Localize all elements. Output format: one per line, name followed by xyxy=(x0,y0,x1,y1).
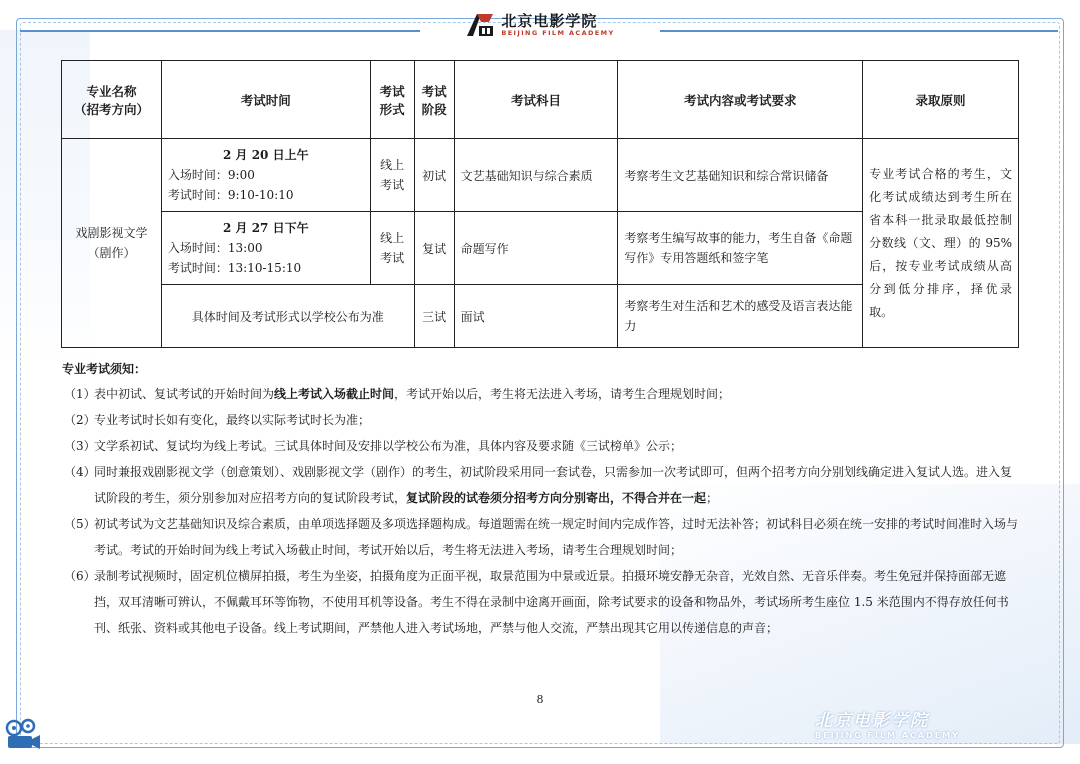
header-logo xyxy=(430,6,650,44)
form-cell: 线上 考试 xyxy=(370,139,414,212)
subject-cell: 面试 xyxy=(454,285,618,348)
note-item: （1） 表中初试、复试考试的开始时间为线上考试入场截止时间，考试开始以后，考生将无法进入考场，请考生合理规划时间； xyxy=(64,387,731,401)
note-item: （6） 录制考试视频时，固定机位横屏拍摄，考生为坐姿，拍摄角度为正面平视，取景范围为中景或近景。拍摄环境安静无杂音，光效自然、无音乐伴奏。考生免冠并保持面部无遮挡，双耳清晰可辨认，不佩戴耳环等饰物，不使用耳机等设备。考生不得在录制中途离开画面，除考试要求的设备和物品外，考试场所考生座位 1.5 米范围内不得存放任何书刊、纸张、资料或其他电子设备。线上考试期间，严禁他人进入考试场地，严禁与他人交流，严禁出现其它用以传递信息的声音； xyxy=(64,569,1009,635)
note-item: （4） 同时兼报戏剧影视文学（创意策划）、戏剧影视文学（剧作）的考生，初试阶段采用同一套试卷，只需参加一次考试即可，但两个招考方向分别划线确定进入复试人选。进入复试阶段的考生，须分别参加对应招考方向的复试阶段考试，复试阶段的试卷须分招考方向分别寄出，不得合并在一起； xyxy=(64,465,1013,505)
header-content: 考试内容或考试要求 xyxy=(618,61,863,139)
header-subject: 考试科目 xyxy=(454,61,618,139)
stage-cell: 复试 xyxy=(414,212,454,285)
stage-cell: 三试 xyxy=(414,285,454,348)
notes-title: 专业考试须知： xyxy=(62,362,147,376)
subject-cell: 文艺基础知识与综合素质 xyxy=(454,139,618,212)
exam-notes xyxy=(62,357,1022,641)
major-cell: 戏剧影视文学 （剧作） xyxy=(62,139,162,348)
principle-cell: 专业考试合格的考生，文化考试成绩达到考生所在省本科一批录取最低控制分数线（文、理）的 95%后，按专业考试成绩从高分到低分排序，择优录取。 xyxy=(863,139,1019,348)
header-rule-right xyxy=(660,30,1058,32)
film-academy-logo-icon xyxy=(465,12,495,38)
merged-time-form-cell: 具体时间及考试形式以学校公布为准 xyxy=(161,285,414,348)
table-row xyxy=(62,139,1019,212)
content-cell: 考察考生文艺基础知识和综合常识储备 xyxy=(618,139,863,212)
header-rule-left xyxy=(20,30,420,32)
note-item: （5） 初试考试为文艺基础知识及综合素质，由单项选择题及多项选择题构成。每道题需在统一规定时间内完成作答，过时无法补答；初试科目必须在统一安排的考试时间准时入场与考试。考试的开始时间为线上考试入场截止时间，考试开始以后，考生将无法进入考场，请考生合理规划时间； xyxy=(64,517,1019,557)
header-major: 专业名称 （招考方向） xyxy=(62,61,162,139)
exam-schedule-table xyxy=(61,60,1019,348)
note-item: （3） 文学系初试、复试均为线上考试。三试具体时间及安排以学校公布为准，具体内容及要求随《三试榜单》公示； xyxy=(64,439,683,453)
footer-logo-cn: 北京电影学院 xyxy=(815,711,929,731)
content-cell: 考察考生对生活和艺术的感受及语言表达能力 xyxy=(618,285,863,348)
time-cell: 2 月 27 日下午 入场时间：13:00 考试时间：13:10-15:10 xyxy=(161,212,370,285)
subject-cell: 命题写作 xyxy=(454,212,618,285)
header-principle: 录取原则 xyxy=(863,61,1019,139)
form-cell: 线上 考试 xyxy=(370,212,414,285)
page-number: 8 xyxy=(536,693,544,706)
table-header-row xyxy=(62,61,1019,139)
header-logo-cn: 北京电影学院 xyxy=(501,12,598,30)
note-item: （2） 专业考试时长如有变化，最终以实际考试时长为准； xyxy=(64,413,371,427)
stage-cell: 初试 xyxy=(414,139,454,212)
header-stage: 考试 阶段 xyxy=(414,61,454,139)
time-cell: 2 月 20 日上午 入场时间：9:00 考试时间：9:10-10:10 xyxy=(161,139,370,212)
header-form: 考试 形式 xyxy=(370,61,414,139)
film-projector-icon xyxy=(2,716,42,756)
header-logo-en: BEIJING FILM ACADEMY xyxy=(501,29,615,37)
footer-logo xyxy=(815,706,975,740)
footer-logo-en: BEIJING FILM ACADEMY xyxy=(815,731,960,740)
content-cell: 考察考生编写故事的能力，考生自备《命题写作》专用答题纸和签字笔 xyxy=(618,212,863,285)
header-time: 考试时间 xyxy=(161,61,370,139)
